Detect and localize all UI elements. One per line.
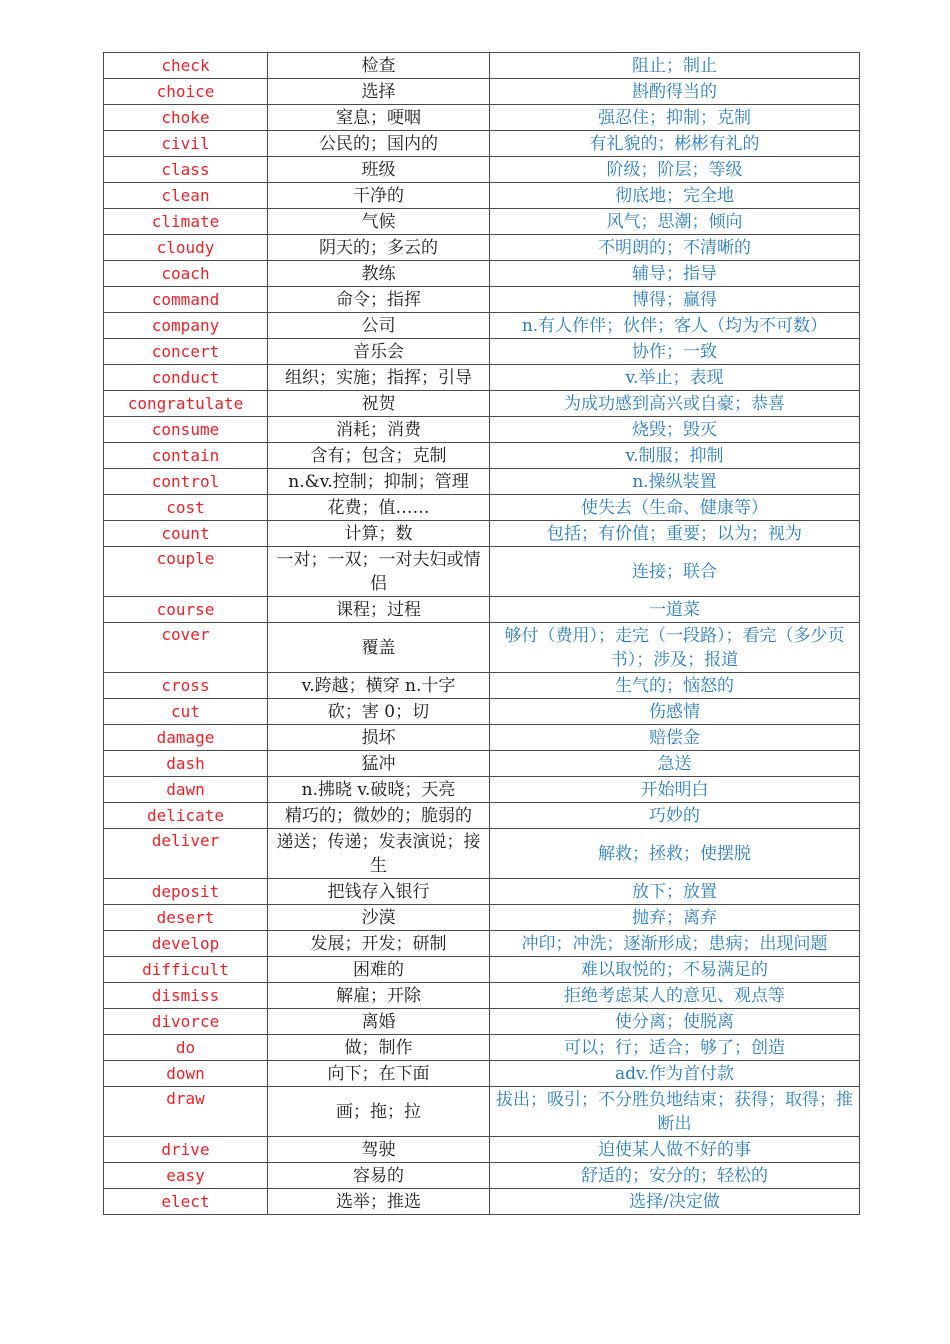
vocab-word: dash — [104, 751, 268, 777]
vocab-basic-meaning: 消耗；消费 — [268, 417, 490, 443]
vocab-basic-meaning: 干净的 — [268, 183, 490, 209]
vocab-extended-meaning: 迫使某人做不好的事 — [490, 1137, 860, 1163]
vocab-row — [104, 725, 860, 751]
vocab-basic-meaning: 损坏 — [268, 725, 490, 751]
vocab-row — [104, 53, 860, 79]
vocab-extended-meaning: 选择/决定做 — [490, 1189, 860, 1215]
vocab-word: civil — [104, 131, 268, 157]
vocab-word: dawn — [104, 777, 268, 803]
vocab-row — [104, 261, 860, 287]
vocab-word: class — [104, 157, 268, 183]
vocab-row — [104, 235, 860, 261]
vocab-word: down — [104, 1061, 268, 1087]
vocab-basic-meaning: 精巧的；微妙的；脆弱的 — [268, 803, 490, 829]
vocab-basic-meaning: 花费；值…… — [268, 495, 490, 521]
vocab-extended-meaning: 解救；拯救；使摆脱 — [490, 829, 860, 879]
vocab-extended-meaning: n.操纵装置 — [490, 469, 860, 495]
vocab-extended-meaning: 可以；行；适合；够了；创造 — [490, 1035, 860, 1061]
vocab-basic-meaning: 沙漠 — [268, 905, 490, 931]
vocab-extended-meaning: 一道菜 — [490, 597, 860, 623]
vocab-word: difficult — [104, 957, 268, 983]
vocab-basic-meaning: 命令；指挥 — [268, 287, 490, 313]
vocab-word: contain — [104, 443, 268, 469]
vocab-extended-meaning: 烧毁；毁灭 — [490, 417, 860, 443]
vocab-basic-meaning: 做；制作 — [268, 1035, 490, 1061]
vocab-basic-meaning: 课程；过程 — [268, 597, 490, 623]
vocab-word: couple — [104, 547, 268, 597]
vocab-basic-meaning: 祝贺 — [268, 391, 490, 417]
vocab-extended-meaning: 彻底地；完全地 — [490, 183, 860, 209]
vocab-row — [104, 829, 860, 879]
vocab-extended-meaning: 协作；一致 — [490, 339, 860, 365]
vocab-extended-meaning: 包括；有价值；重要；以为；视为 — [490, 521, 860, 547]
vocab-word: cross — [104, 673, 268, 699]
vocab-row — [104, 443, 860, 469]
vocab-row — [104, 1087, 860, 1137]
vocab-extended-meaning: 斟酌得当的 — [490, 79, 860, 105]
vocab-word: deposit — [104, 879, 268, 905]
vocab-word: cloudy — [104, 235, 268, 261]
vocab-word: draw — [104, 1087, 268, 1137]
vocab-row — [104, 79, 860, 105]
vocab-row — [104, 803, 860, 829]
vocab-word: choice — [104, 79, 268, 105]
vocab-row — [104, 1035, 860, 1061]
vocab-extended-meaning: adv.作为首付款 — [490, 1061, 860, 1087]
vocab-word: cover — [104, 623, 268, 673]
vocab-row — [104, 597, 860, 623]
vocab-row — [104, 469, 860, 495]
vocab-word: choke — [104, 105, 268, 131]
vocab-word: check — [104, 53, 268, 79]
vocab-word: desert — [104, 905, 268, 931]
vocab-extended-meaning: 阶级；阶层；等级 — [490, 157, 860, 183]
vocab-row — [104, 287, 860, 313]
vocab-extended-meaning: 难以取悦的；不易满足的 — [490, 957, 860, 983]
vocab-extended-meaning: v.制服；抑制 — [490, 443, 860, 469]
vocab-basic-meaning: 猛冲 — [268, 751, 490, 777]
vocab-word: concert — [104, 339, 268, 365]
vocab-basic-meaning: 班级 — [268, 157, 490, 183]
vocab-basic-meaning: 检查 — [268, 53, 490, 79]
vocabulary-table — [103, 52, 860, 1215]
vocab-row — [104, 673, 860, 699]
vocab-basic-meaning: 音乐会 — [268, 339, 490, 365]
vocab-extended-meaning: 风气；思潮；倾向 — [490, 209, 860, 235]
vocab-row — [104, 209, 860, 235]
vocab-extended-meaning: 连接；联合 — [490, 547, 860, 597]
vocab-basic-meaning: 向下；在下面 — [268, 1061, 490, 1087]
vocab-basic-meaning: 公司 — [268, 313, 490, 339]
vocab-extended-meaning: 强忍住；抑制；克制 — [490, 105, 860, 131]
vocab-word: damage — [104, 725, 268, 751]
vocab-word: cut — [104, 699, 268, 725]
vocab-basic-meaning: 一对；一双；一对夫妇或情侣 — [268, 547, 490, 597]
vocab-row — [104, 983, 860, 1009]
vocab-basic-meaning: 递送；传递；发表演说；接生 — [268, 829, 490, 879]
vocab-extended-meaning: 够付（费用）；走完（一段路）；看完（多少页书）；涉及；报道 — [490, 623, 860, 673]
vocab-basic-meaning: 组织；实施；指挥；引导 — [268, 365, 490, 391]
vocab-row — [104, 521, 860, 547]
vocab-word: elect — [104, 1189, 268, 1215]
vocab-word: coach — [104, 261, 268, 287]
vocab-basic-meaning: 选举；推选 — [268, 1189, 490, 1215]
vocab-row — [104, 313, 860, 339]
vocab-row — [104, 879, 860, 905]
vocab-extended-meaning: 拒绝考虑某人的意见、观点等 — [490, 983, 860, 1009]
vocab-extended-meaning: 赔偿金 — [490, 725, 860, 751]
vocab-row — [104, 365, 860, 391]
vocab-extended-meaning: 开始明白 — [490, 777, 860, 803]
vocab-word: easy — [104, 1163, 268, 1189]
vocab-basic-meaning: 计算；数 — [268, 521, 490, 547]
vocab-basic-meaning: 解雇；开除 — [268, 983, 490, 1009]
vocab-extended-meaning: 使分离；使脱离 — [490, 1009, 860, 1035]
vocab-basic-meaning: 含有；包含；克制 — [268, 443, 490, 469]
vocab-row — [104, 339, 860, 365]
vocab-extended-meaning: 拔出；吸引；不分胜负地结束；获得；取得；推断出 — [490, 1087, 860, 1137]
vocab-word: deliver — [104, 829, 268, 879]
vocab-word: dismiss — [104, 983, 268, 1009]
vocab-basic-meaning: 覆盖 — [268, 623, 490, 673]
vocabulary-table-body — [104, 53, 860, 1215]
vocab-extended-meaning: 巧妙的 — [490, 803, 860, 829]
vocab-word: delicate — [104, 803, 268, 829]
vocab-extended-meaning: 舒适的；安分的；轻松的 — [490, 1163, 860, 1189]
vocab-extended-meaning: v.举止；表现 — [490, 365, 860, 391]
vocab-basic-meaning: 窒息；哽咽 — [268, 105, 490, 131]
vocab-basic-meaning: 离婚 — [268, 1009, 490, 1035]
vocab-basic-meaning: 公民的；国内的 — [268, 131, 490, 157]
vocab-row — [104, 905, 860, 931]
vocab-basic-meaning: v.跨越；横穿 n.十字 — [268, 673, 490, 699]
vocab-basic-meaning: n.&v.控制；抑制；管理 — [268, 469, 490, 495]
vocab-word: control — [104, 469, 268, 495]
vocab-row — [104, 1163, 860, 1189]
vocab-basic-meaning: 选择 — [268, 79, 490, 105]
vocab-row — [104, 1137, 860, 1163]
vocab-basic-meaning: 困难的 — [268, 957, 490, 983]
vocab-row — [104, 1189, 860, 1215]
vocab-word: climate — [104, 209, 268, 235]
vocab-basic-meaning: 阴天的；多云的 — [268, 235, 490, 261]
vocab-word: command — [104, 287, 268, 313]
vocab-extended-meaning: 生气的；恼怒的 — [490, 673, 860, 699]
vocab-extended-meaning: 阻止；制止 — [490, 53, 860, 79]
vocab-extended-meaning: 为成功感到高兴或自豪；恭喜 — [490, 391, 860, 417]
vocab-basic-meaning: 容易的 — [268, 1163, 490, 1189]
vocab-row — [104, 495, 860, 521]
vocab-word: do — [104, 1035, 268, 1061]
vocab-row — [104, 417, 860, 443]
vocab-extended-meaning: 放下；放置 — [490, 879, 860, 905]
vocab-basic-meaning: 画；拖；拉 — [268, 1087, 490, 1137]
vocab-basic-meaning: 把钱存入银行 — [268, 879, 490, 905]
vocab-row — [104, 391, 860, 417]
vocab-row — [104, 547, 860, 597]
vocab-extended-meaning: 抛弃；离弃 — [490, 905, 860, 931]
vocab-extended-meaning: n.有人作伴；伙伴；客人（均为不可数） — [490, 313, 860, 339]
vocab-extended-meaning: 冲印；冲洗；逐渐形成；患病；出现问题 — [490, 931, 860, 957]
vocab-basic-meaning: 砍；害 0；切 — [268, 699, 490, 725]
vocab-extended-meaning: 不明朗的；不清晰的 — [490, 235, 860, 261]
vocab-extended-meaning: 伤感情 — [490, 699, 860, 725]
vocab-word: cost — [104, 495, 268, 521]
vocab-extended-meaning: 博得；赢得 — [490, 287, 860, 313]
vocab-extended-meaning: 辅导；指导 — [490, 261, 860, 287]
vocab-word: consume — [104, 417, 268, 443]
vocab-word: conduct — [104, 365, 268, 391]
vocab-row — [104, 1009, 860, 1035]
vocab-row — [104, 131, 860, 157]
vocab-basic-meaning: n.拂晓 v.破晓；天亮 — [268, 777, 490, 803]
vocab-word: clean — [104, 183, 268, 209]
vocab-row — [104, 183, 860, 209]
vocab-word: congratulate — [104, 391, 268, 417]
vocab-row — [104, 699, 860, 725]
vocab-basic-meaning: 气候 — [268, 209, 490, 235]
vocab-extended-meaning: 有礼貌的；彬彬有礼的 — [490, 131, 860, 157]
vocab-extended-meaning: 使失去（生命、健康等） — [490, 495, 860, 521]
vocab-row — [104, 777, 860, 803]
vocab-word: company — [104, 313, 268, 339]
vocab-row — [104, 1061, 860, 1087]
vocab-row — [104, 105, 860, 131]
vocab-row — [104, 931, 860, 957]
vocab-word: divorce — [104, 1009, 268, 1035]
vocabulary-page — [103, 52, 859, 1215]
vocab-word: course — [104, 597, 268, 623]
vocab-basic-meaning: 教练 — [268, 261, 490, 287]
vocab-row — [104, 157, 860, 183]
vocab-basic-meaning: 驾驶 — [268, 1137, 490, 1163]
vocab-word: develop — [104, 931, 268, 957]
vocab-word: drive — [104, 1137, 268, 1163]
vocab-row — [104, 623, 860, 673]
vocab-row — [104, 751, 860, 777]
vocab-row — [104, 957, 860, 983]
vocab-extended-meaning: 急送 — [490, 751, 860, 777]
vocab-basic-meaning: 发展；开发；研制 — [268, 931, 490, 957]
vocab-word: count — [104, 521, 268, 547]
